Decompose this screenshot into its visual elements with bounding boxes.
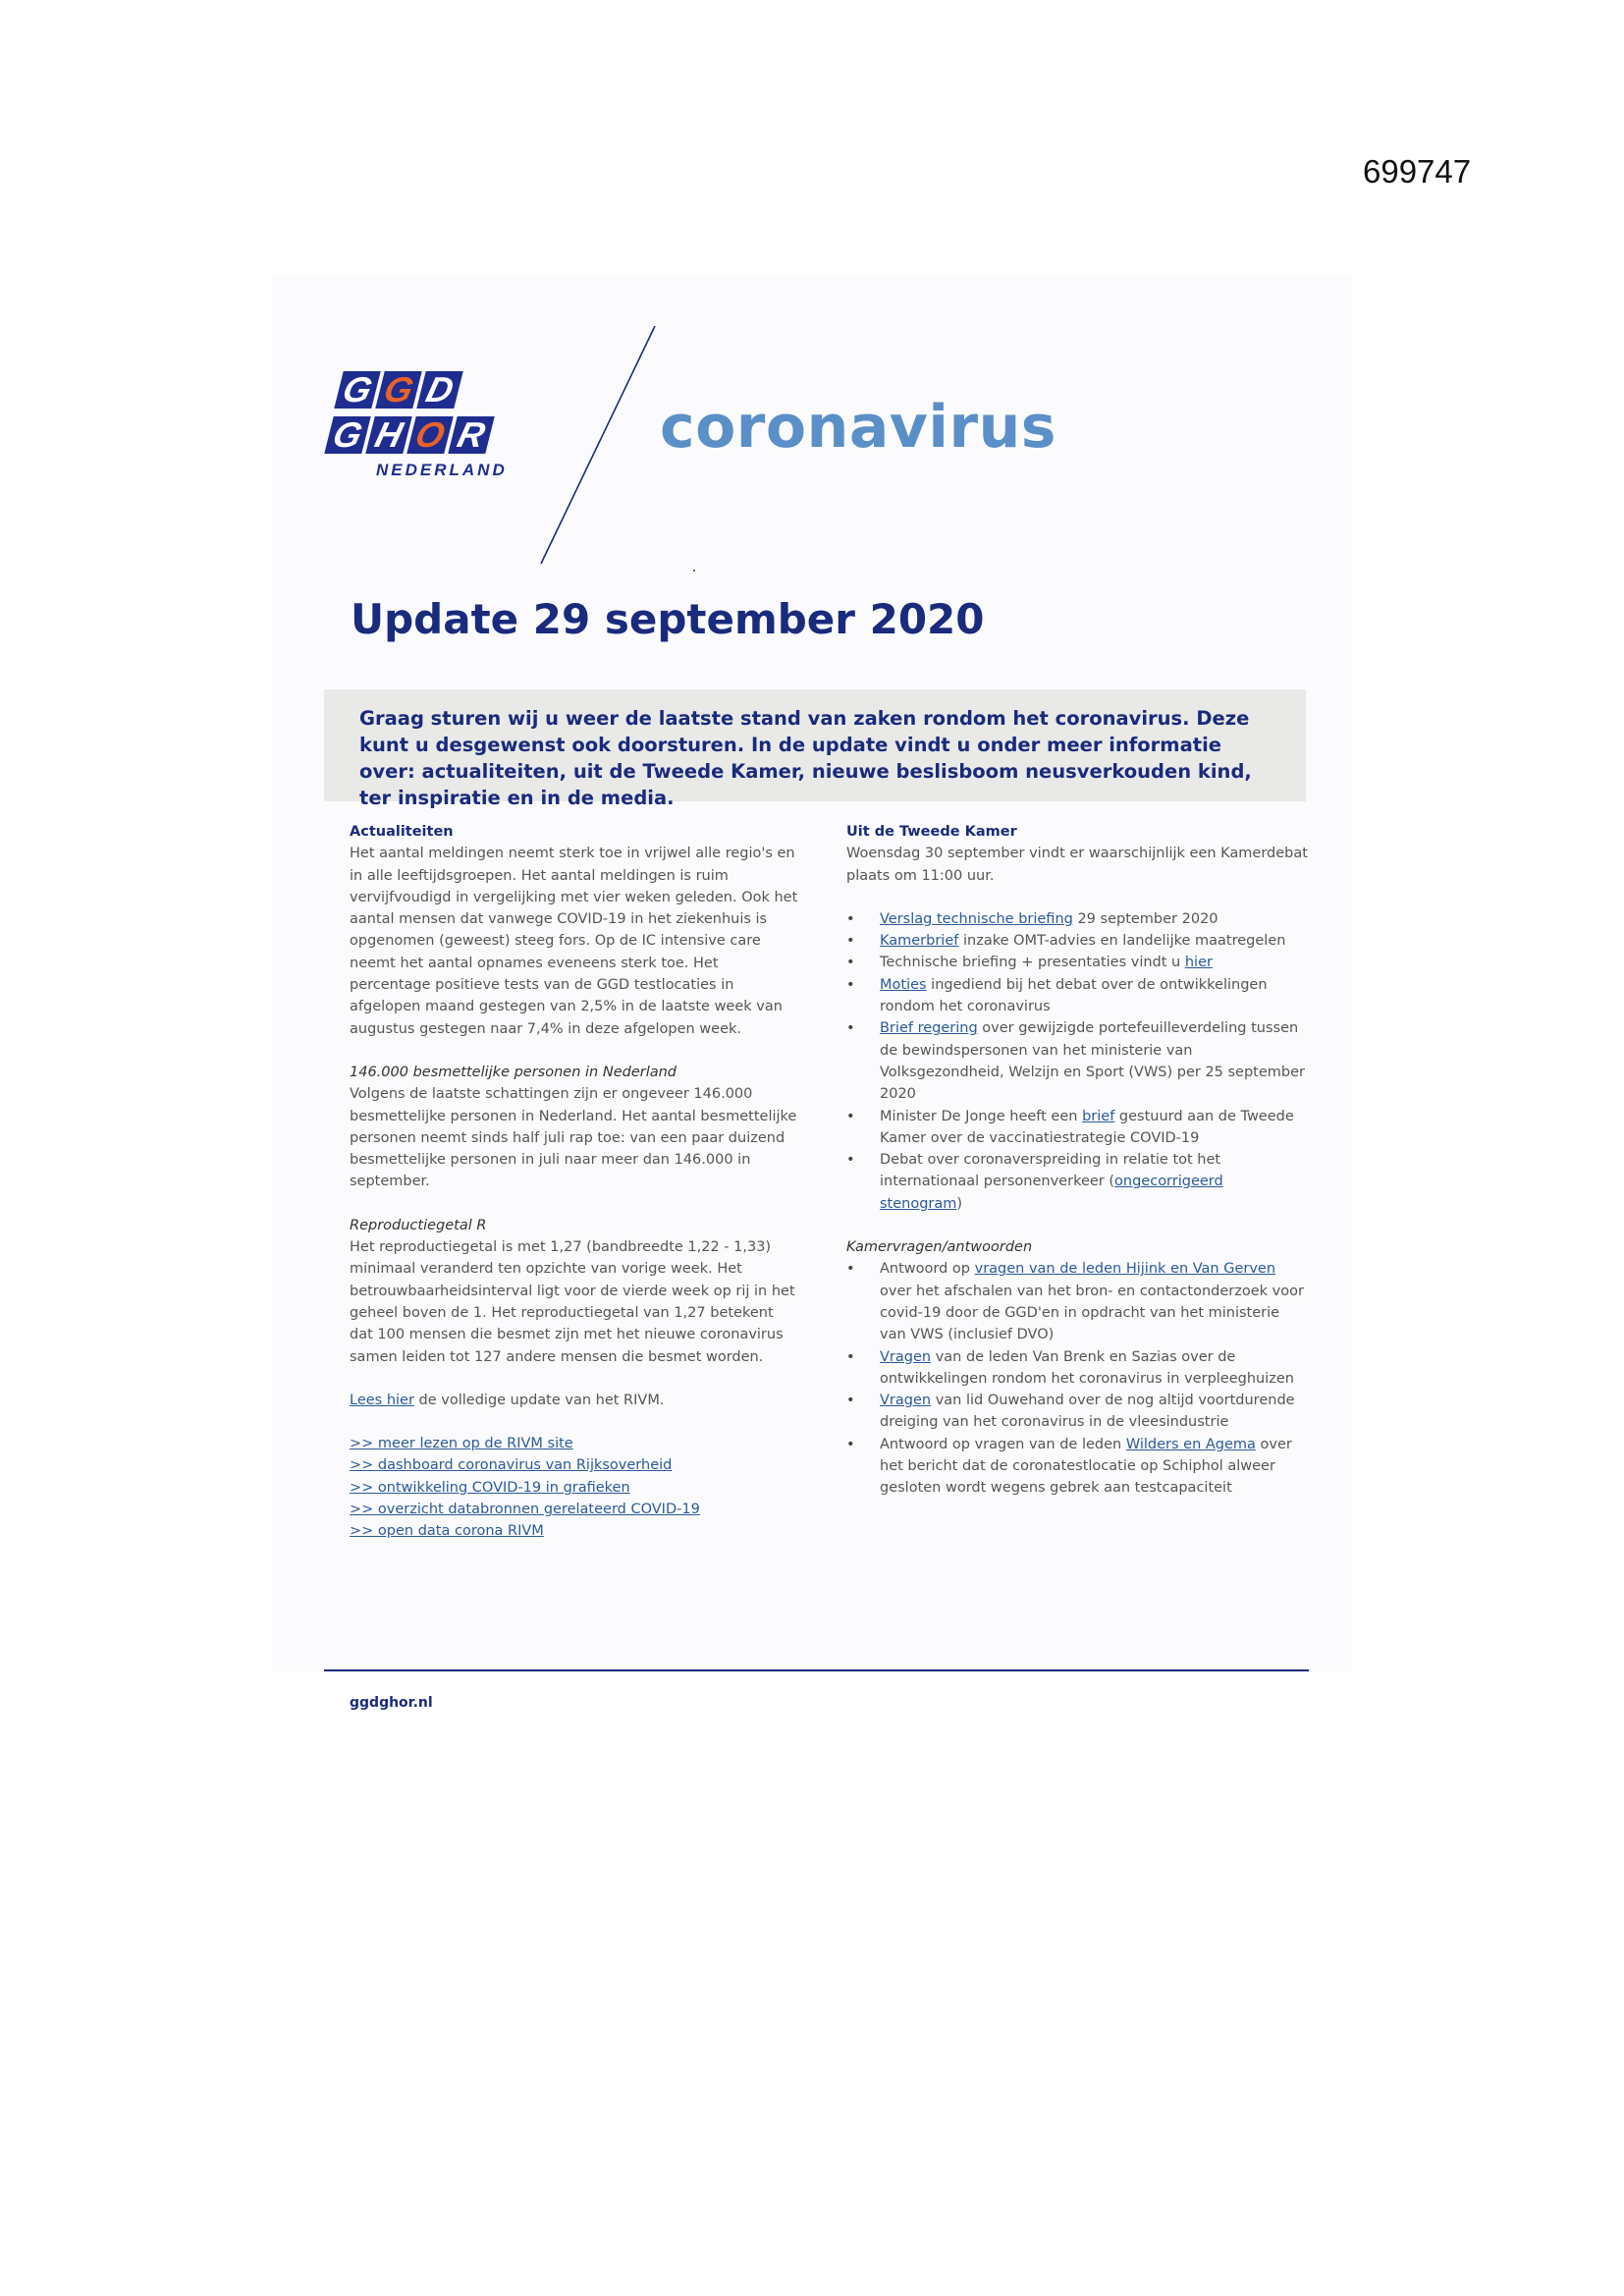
bullet-text: over het afschalen van het bron- en contactonderzoek voor covid-19 door de GGD'en in opdracht van het ministerie van VWS (inclusief DVO) bbox=[880, 1283, 1304, 1343]
section-heading: Uit de Tweede Kamer bbox=[846, 824, 1017, 840]
document-id: 699747 bbox=[1363, 153, 1472, 190]
link-open-data[interactable]: >> open data corona RIVM bbox=[350, 1523, 544, 1540]
speck bbox=[693, 570, 695, 572]
logo-letter: O bbox=[406, 416, 453, 454]
right-column bbox=[846, 821, 1308, 1500]
logo-letter: H bbox=[365, 416, 411, 454]
bullet-link[interactable]: Vragen bbox=[880, 1348, 932, 1365]
section-text: Het reproductiegetal is met 1,27 (bandbreedte 1,22 - 1,33) minimaal veranderd ten opzichte van vorige week. Het betrouwbaarheidsinterval ligt voor de vierde week op rij in het geheel boven de 1. Het reproductiegetal van 1,27 betekent dat 100 mensen die besmet zijn met het nieuwe coronavirus samen leiden tot 127 andere mensen die besmet worden. bbox=[350, 1239, 795, 1365]
link-grafieken[interactable]: >> ontwikkeling COVID-19 in grafieken bbox=[350, 1479, 630, 1496]
rivm-update-line bbox=[350, 1390, 801, 1411]
link-dashboard[interactable]: >> dashboard coronavirus van Rijksoverheid bbox=[350, 1457, 673, 1474]
footer-rule bbox=[324, 1669, 1309, 1671]
section-text: Woensdag 30 september vindt er waarschijnlijk een Kamerdebat plaats om 11:00 uur. bbox=[846, 846, 1308, 884]
divider-slash bbox=[535, 322, 663, 568]
section-heading: Kamervragen/antwoorden bbox=[846, 1239, 1033, 1256]
bullet-link[interactable]: brief bbox=[1082, 1108, 1115, 1124]
bullet-text: Antwoord op bbox=[880, 1261, 975, 1278]
link-rivm-site[interactable]: >> meer lezen op de RIVM site bbox=[350, 1436, 573, 1452]
logo-letter: R bbox=[448, 416, 494, 454]
bullet-text: Technische briefing + presentaties vindt u bbox=[880, 955, 1185, 971]
logo-letter: G bbox=[375, 371, 421, 409]
list-item bbox=[846, 908, 1308, 930]
bullet-link[interactable]: ongecorrigeerd stenogram bbox=[880, 1174, 1223, 1212]
bullet-text: 29 september 2020 bbox=[1072, 910, 1218, 927]
bullet-link[interactable]: Brief regering bbox=[880, 1020, 978, 1037]
bullet-text: Minister De Jonge heeft een bbox=[880, 1108, 1083, 1124]
left-column bbox=[350, 821, 801, 1543]
bullet-text: inzake OMT-advies en landelijke maatregelen bbox=[958, 933, 1286, 950]
list-item bbox=[846, 1106, 1308, 1150]
list-item bbox=[846, 1149, 1308, 1215]
ggd-ghor-logo bbox=[329, 371, 525, 484]
bullet-text: ) bbox=[956, 1195, 963, 1212]
list-item bbox=[846, 1434, 1308, 1500]
bullet-text: over het bericht dat de coronatestlocatie op Schiphol alweer gesloten wordt wegens gebrek aan testcapaciteit bbox=[880, 1436, 1292, 1497]
footer-website[interactable]: ggdghor.nl bbox=[350, 1695, 433, 1711]
logo-letter: G bbox=[334, 371, 380, 409]
bullet-text: ingediend bij het debat over de ontwikkelingen rondom het coronavirus bbox=[880, 976, 1268, 1015]
list-item bbox=[846, 1346, 1308, 1391]
bullet-text: Debat over coronaverspreiding in relatie tot het internationaal personenverkeer ( bbox=[880, 1152, 1221, 1190]
bullet-link[interactable]: hier bbox=[1184, 955, 1213, 971]
list-item bbox=[846, 1017, 1308, 1105]
logo-letter: G bbox=[324, 416, 370, 454]
bullet-text: gestuurd aan de Tweede Kamer over de vaccinatiestrategie COVID-19 bbox=[880, 1108, 1294, 1146]
lees-hier-link[interactable]: Lees hier bbox=[350, 1392, 414, 1408]
section-heading: Actualiteiten bbox=[350, 824, 454, 840]
list-item bbox=[846, 974, 1308, 1018]
section-heading: Reproductiegetal R bbox=[350, 1217, 487, 1233]
bullet-link[interactable]: vragen van de leden Hijink en Van Gerven bbox=[974, 1261, 1276, 1278]
list-item bbox=[846, 1258, 1308, 1345]
list-item bbox=[846, 952, 1308, 973]
bullet-link[interactable]: Verslag technische briefing bbox=[880, 910, 1073, 927]
bullet-link[interactable]: Kamerbrief bbox=[880, 933, 959, 950]
bullet-text: van de leden Van Brenk en Sazias over de ontwikkelingen rondom het coronavirus in verpleeghuizen bbox=[880, 1348, 1294, 1387]
vragen-bullets bbox=[846, 1258, 1308, 1499]
bullet-text: over gewijzigde portefeuilleverdeling tussen de bewindspersonen van het ministerie van Volksgezondheid, Welzijn en Sport (VWS) per 25 september 2020 bbox=[880, 1020, 1306, 1103]
bullet-text: Antwoord op vragen van de leden bbox=[880, 1436, 1126, 1452]
section-heading: 146.000 besmettelijke personen in Nederland bbox=[350, 1064, 677, 1080]
section-text: Het aantal meldingen neemt sterk toe in vrijwel alle regio's en in alle leeftijdsgroepen. Het aantal meldingen is ruim vervijfvoudigd in vergelijking met vier weken geleden. Ook het aantal mensen dat vanwege COVID-19 in het ziekenhuis is opgenomen (geweest) steeg fors. Op de IC intensive care neemt het aantal opnames eveneens sterk toe. Het percentage positieve tests van de GGD testlocaties in afgelopen maand gestegen van 2,5% in de laatste week van augustus gestegen naar 7,4% in deze afgelopen week. bbox=[350, 846, 798, 1037]
page-title: Update 29 september 2020 bbox=[351, 595, 985, 643]
bullet-text: van lid Ouwehand over de nog altijd voortdurende dreiging van het coronavirus in de vleesindustrie bbox=[880, 1393, 1295, 1431]
logo-row-1 bbox=[339, 371, 459, 409]
list-item bbox=[846, 930, 1308, 952]
logo-letter: D bbox=[416, 371, 462, 409]
list-item bbox=[846, 1390, 1308, 1434]
bullet-link[interactable]: Wilders en Agema bbox=[1125, 1436, 1256, 1452]
resource-links bbox=[350, 1433, 801, 1542]
lees-hier-text: de volledige update van het RIVM. bbox=[413, 1392, 665, 1408]
bullet-link[interactable]: Vragen bbox=[880, 1393, 932, 1409]
kamer-bullets bbox=[846, 908, 1308, 1215]
link-databronnen[interactable]: >> overzicht databronnen gerelateerd COVID-19 bbox=[350, 1502, 700, 1518]
brand-title: coronavirus bbox=[660, 393, 1056, 462]
bullet-link[interactable]: Moties bbox=[880, 976, 927, 993]
intro-box: Graag sturen wij u weer de laatste stand van zaken rondom het coronavirus. Deze kunt u desgewenst ook doorsturen. In de update vindt u onder meer informatie over: actualiteiten, uit de Tweede Kamer, nieuwe beslisboom neusverkouden kind, ter inspiratie en in de media. bbox=[324, 689, 1306, 801]
section-text: Volgens de laatste schattingen zijn er ongeveer 146.000 besmettelijke personen in Nederland. Het aantal besmettelijke personen neemt sinds half juli rap toe: van een paar duizend besmettelijke personen in juli naar meer dan 146.000 in september. bbox=[350, 1086, 797, 1190]
logo-subtitle: NEDERLAND bbox=[376, 461, 508, 479]
logo-row-2 bbox=[329, 416, 490, 454]
